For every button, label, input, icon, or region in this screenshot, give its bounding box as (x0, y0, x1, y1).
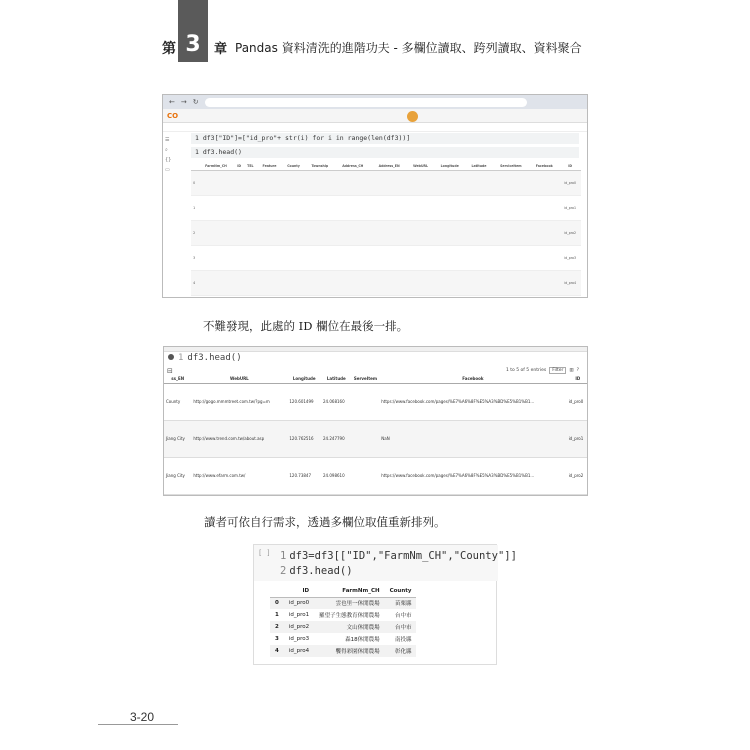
help-icon[interactable]: ? (576, 368, 579, 373)
table-cell: 120.601499 (287, 383, 321, 420)
table-cell (434, 220, 466, 245)
table-header (270, 585, 284, 597)
table-row (164, 457, 588, 494)
table-cell: NaN (379, 420, 566, 457)
table-cell: http://www.efarm.com.tw/ (191, 457, 287, 494)
line-number: 1 (178, 353, 184, 363)
chapter-header (0, 0, 750, 62)
table-cell (282, 245, 305, 270)
table-header: ID (567, 375, 588, 383)
run-cell-icon[interactable] (168, 354, 174, 360)
table-cell: id_pro0 (567, 383, 588, 420)
table-cell (371, 195, 407, 220)
table-header: Address_CH (335, 162, 371, 170)
table-header: Longitude (434, 162, 466, 170)
table-header: Feature (257, 162, 282, 170)
row-index: 3 (275, 636, 279, 642)
footer-rule (98, 724, 178, 725)
id-cell: id_pro1 (559, 195, 581, 220)
table-cell (197, 195, 234, 220)
cell-toolbar (164, 347, 587, 352)
farm-name-cell: 羅望子生態教育休閒農場 (319, 613, 380, 619)
forward-icon[interactable]: → (180, 98, 187, 106)
table-header: TEL (244, 162, 257, 170)
id-cell: id_pro4 (559, 270, 581, 295)
entries-count: 1 to 5 of 5 entries (505, 368, 547, 373)
table-cell: https://www.facebook.com/pages/%E7%A6%8F%E5%A3%BD%E5%B1%B1... (379, 383, 566, 420)
table-cell: 120.73847 (287, 457, 321, 494)
caption-2: 讀者可依自行需求，透過多欄位取值重新排列。 (204, 515, 446, 529)
row-index: 2 (270, 621, 284, 633)
table-cell (335, 170, 371, 195)
table-cell (466, 220, 493, 245)
table-cell (352, 457, 380, 494)
table-row (191, 170, 581, 195)
farm-name-cell: 雲也里一休閒農場 (314, 597, 385, 609)
table-header: Longitude (287, 375, 321, 383)
table-header: ID (284, 585, 314, 597)
table-cell (257, 170, 282, 195)
table-header: ID (559, 162, 581, 170)
df-output-table (191, 162, 581, 296)
table-row (191, 220, 581, 245)
table-cell (335, 195, 371, 220)
county-cell: 台中市 (385, 621, 417, 633)
table-header: Facebook (529, 162, 559, 170)
table-cell (235, 245, 244, 270)
code-icon[interactable]: {} (165, 157, 172, 163)
table-cell (282, 170, 305, 195)
result-table (270, 585, 416, 657)
table-cell (257, 245, 282, 270)
table-cell (466, 270, 493, 295)
reorder-screenshot (253, 544, 517, 665)
row-index: 2 (191, 220, 197, 245)
table-pager (506, 367, 579, 374)
table-cell (244, 220, 257, 245)
mascot-icon (407, 111, 418, 122)
cell-bracket: [ ] (258, 549, 271, 557)
table-header: WebURL (191, 375, 287, 383)
code-line-1: 1 df3=df3[["ID","FarmNm_CH","County"]] (280, 550, 517, 562)
county-cell: 苗栗縣 (385, 597, 417, 609)
farm-name-cell: 饗得彩園休閒農場 (314, 645, 385, 657)
table-header: ServeItem (352, 375, 380, 383)
table-header: Latitude (321, 375, 352, 383)
table-cell (407, 245, 434, 270)
table-header: Address_EN (371, 162, 407, 170)
table-cell (305, 245, 334, 270)
table-cell (335, 245, 371, 270)
row-index: 4 (270, 645, 284, 657)
table-cell (529, 220, 559, 245)
table-row (164, 420, 588, 457)
colab-screenshot (162, 94, 588, 298)
row-index: 1 (191, 195, 197, 220)
table-cell (434, 270, 466, 295)
table-cell (529, 245, 559, 270)
table-row (191, 245, 581, 270)
table-row (164, 383, 588, 420)
colab-menubar (163, 123, 587, 132)
farm-name-cell: 文山休閒農場 (314, 621, 385, 633)
table-cell: http://www.trend.com.tw/about.asp (191, 420, 287, 457)
code-line-2: 2 df3.head() (280, 565, 353, 577)
table-cell (305, 220, 334, 245)
table-cell (257, 270, 282, 295)
page-number: 3-20 (130, 710, 155, 724)
table-cell (466, 245, 493, 270)
table-cell (492, 270, 529, 295)
table-cell: 120.762516 (287, 420, 321, 457)
chapter-number: 3 (185, 32, 201, 57)
table-cell: County (164, 383, 191, 420)
table-header: FarmNm_CH (314, 585, 385, 597)
table-cell (235, 270, 244, 295)
table-cell (371, 245, 407, 270)
code-text: df3.head() (187, 353, 242, 363)
table-cell (235, 195, 244, 220)
table-cell (407, 270, 434, 295)
table-cell (282, 195, 305, 220)
browser-toolbar (163, 95, 587, 109)
table-cell (244, 170, 257, 195)
table-cell: id_pro1 (567, 420, 588, 457)
table-cell (529, 170, 559, 195)
table-cell (305, 270, 334, 295)
table-row (270, 645, 416, 657)
table-cell (492, 245, 529, 270)
table-row (191, 270, 581, 295)
table-cell (492, 170, 529, 195)
table-cell (371, 220, 407, 245)
toc-icon[interactable]: ☰ (165, 137, 170, 143)
code-cell-1[interactable]: 1 df3["ID"]=["id_pro"+ str(i) for i in range(len(df3))] (191, 133, 579, 144)
code-cell-2[interactable]: 1 df3.head() (191, 147, 579, 158)
folder-icon[interactable]: ▭ (165, 167, 170, 173)
id-cell: id_pro4 (284, 645, 314, 657)
table-header: County (282, 162, 305, 170)
table-cell (335, 270, 371, 295)
county-cell: 彰化縣 (385, 645, 417, 657)
table-cell (492, 195, 529, 220)
table-header: Township (305, 162, 334, 170)
table-cell (434, 170, 466, 195)
table-cell (197, 245, 234, 270)
id-cell: id_pro1 (288, 612, 310, 618)
table-row (270, 621, 416, 633)
table-cell (407, 170, 434, 195)
table-header: County (385, 585, 417, 597)
table-cell (282, 270, 305, 295)
chapter-prefix: 第 (162, 41, 176, 57)
id-cell: id_pro2 (559, 220, 581, 245)
id-cell: id_pro3 (559, 245, 581, 270)
table-cell (235, 220, 244, 245)
table-cell: http://gogo.mmmtreet.com.tw/?pg=m (191, 383, 287, 420)
table-cell: 24.098610 (321, 457, 352, 494)
table-cell (529, 195, 559, 220)
table-icon[interactable]: ▥ (569, 368, 574, 373)
output-icon[interactable]: ⊟ (167, 367, 173, 375)
county-cell: 台中市 (394, 613, 412, 619)
table-cell (335, 220, 371, 245)
colab-logo-icon: CO (167, 111, 179, 120)
table-header: WebURL (407, 162, 434, 170)
county-cell: 南投縣 (394, 637, 412, 643)
table-cell (244, 270, 257, 295)
table-cell (352, 383, 380, 420)
table-cell (282, 220, 305, 245)
table-cell (244, 195, 257, 220)
table-cell: Jiang City (164, 457, 191, 494)
id-cell: id_pro2 (284, 621, 314, 633)
colab-titlebar (163, 109, 587, 123)
table-cell: 24.068160 (321, 383, 352, 420)
table-cell (434, 195, 466, 220)
table-cell (197, 170, 234, 195)
table-cell (466, 170, 493, 195)
search-icon[interactable]: ⌕ (165, 147, 168, 153)
table-cell (197, 220, 234, 245)
table-cell (352, 420, 380, 457)
output-screenshot (163, 346, 588, 496)
row-index: 3 (191, 245, 197, 270)
row-index: 0 (191, 170, 197, 195)
table-cell (492, 220, 529, 245)
table-cell: https://www.facebook.com/pages/%E7%A6%8F%E5%A3%BD%E5%B1%B1... (379, 457, 566, 494)
back-icon[interactable]: ← (169, 98, 175, 106)
table-cell: Jiang City (164, 420, 191, 457)
table-cell (305, 195, 334, 220)
chapter-suffix: 章 (214, 42, 228, 57)
table-cell (305, 170, 334, 195)
dataframe-table (164, 375, 588, 495)
filter-button[interactable]: Filter (549, 367, 566, 374)
table-cell: id_pro2 (567, 457, 588, 494)
table-header: ServiceItem (492, 162, 529, 170)
table-cell (257, 195, 282, 220)
table-cell (371, 170, 407, 195)
caption-1: 不難發現，此處的 ID 欄位在最後一排。 (203, 319, 409, 333)
table-cell: 24.247790 (321, 420, 352, 457)
table-row (270, 609, 416, 621)
table-cell (529, 270, 559, 295)
table-cell (407, 220, 434, 245)
id-cell: id_pro3 (288, 636, 310, 642)
table-cell (244, 245, 257, 270)
row-index: 1 (275, 612, 279, 618)
table-cell (197, 270, 234, 295)
sidebar-icons (165, 135, 175, 175)
code-cell[interactable] (178, 353, 242, 363)
address-bar[interactable] (205, 98, 527, 107)
chapter-title: Pandas 資料清洗的進階功夫 - 多欄位讀取、跨列讀取、資料聚合 (235, 41, 582, 55)
row-index: 4 (191, 270, 197, 295)
id-cell: id_pro0 (284, 597, 314, 609)
table-row (191, 195, 581, 220)
id-cell: id_pro0 (559, 170, 581, 195)
table-cell (466, 195, 493, 220)
row-index: 0 (270, 597, 284, 609)
table-header: ID (235, 162, 244, 170)
table-header: Latitude (466, 162, 493, 170)
table-row (270, 633, 416, 645)
table-header: Facebook (379, 375, 566, 383)
reload-icon[interactable]: ↻ (192, 98, 199, 106)
table-cell (371, 270, 407, 295)
table-cell (257, 220, 282, 245)
table-cell (407, 195, 434, 220)
table-header: FarmNm_CH (197, 162, 234, 170)
table-header: ss_EN (164, 375, 191, 383)
table-cell (434, 245, 466, 270)
farm-name-cell: 森18休閒農場 (345, 637, 380, 643)
table-cell (235, 170, 244, 195)
table-row (270, 597, 416, 609)
